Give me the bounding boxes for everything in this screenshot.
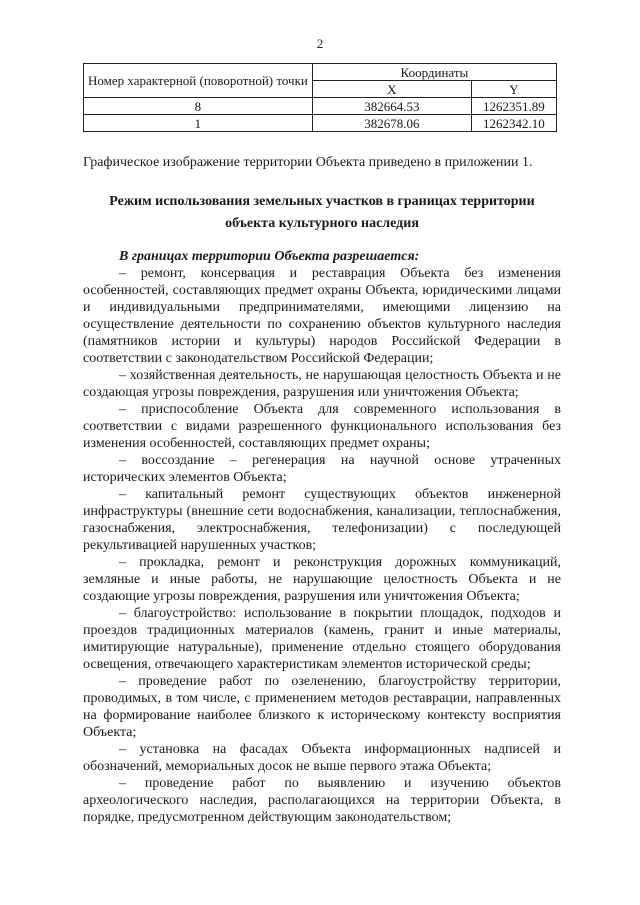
permitted-uses — [83, 248, 561, 826]
section-title: Режим использования земельных участков в границах территории объекта культурного наследия — [109, 194, 535, 231]
list-item: – проведение работ по озеленению, благоустройству территории, проводимых, в том числе, с применением методов реставрации, направленных на формирование наиболее близкого к историческому контексту восприятия Объекта; — [83, 674, 561, 740]
table-row — [84, 115, 557, 132]
list-item: – капитальный ремонт существующих объектов инженерной инфраструктуры (внешние сети водоснабжения, канализации, теплоснабжения, газоснабжения, электроснабжения, телефонизации) с последующей рекультивацией нарушенных участков; — [83, 487, 561, 553]
cell-x: 382664.53 — [312, 98, 471, 115]
page-number: 2 — [316, 36, 324, 51]
list-item: – прокладка, ремонт и реконструкция дорожных коммуникаций, земляные и иные работы, не нарушающие целостность Объекта и не создающие угрозы повреждения, разрушения или уничтожения Объекта; — [83, 555, 561, 604]
header-y: Y — [471, 81, 556, 98]
cell-point: 8 — [84, 98, 313, 115]
section-subhead: В границах территории Объекта разрешается: — [119, 249, 420, 264]
header-x: X — [312, 81, 471, 98]
list-item: – приспособление Объекта для современного использования в соответствии с видами разрешенного функционального использования без изменения особенностей, составляющих предмет охраны; — [83, 402, 561, 451]
list-item: – проведение работ по выявлению и изучению объектов археологического наследия, располагающихся на территории Объекта, в порядке, предусмотренном действующим законодательством; — [83, 776, 561, 825]
header-point-number: Номер характерной (поворотной) точки — [84, 64, 313, 98]
cell-x: 382678.06 — [312, 115, 471, 132]
cell-y: 1262351.89 — [471, 98, 556, 115]
list-item: – воссоздание – регенерация на научной основе утраченных исторических элементов Объекта; — [83, 453, 561, 485]
list-item: – благоустройство: использование в покрытии площадок, подходов и проездов традиционных материалов (камень, гранит и иные материалы, имитирующие натуральные), применение отдельно стоящего оборудования освещения, отвечающего характеристикам элементов исторической среды; — [83, 606, 561, 672]
coordinates-table — [83, 63, 557, 132]
header-coordinates: Координаты — [312, 64, 556, 81]
table-header-row — [84, 64, 557, 81]
cell-point: 1 — [84, 115, 313, 132]
list-item: – хозяйственная деятельность, не нарушающая целостность Объекта и не создающая угрозы повреждения, разрушения или уничтожения Объекта; — [83, 368, 561, 400]
table-row — [84, 98, 557, 115]
annex-reference: Графическое изображение территории Объекта приведено в приложении 1. — [83, 155, 533, 170]
list-item: – установка на фасадах Объекта информационных надписей и обозначений, мемориальных досок не выше первого этажа Объекта; — [83, 742, 561, 774]
list-item: – ремонт, консервация и реставрация Объекта без изменения особенностей, составляющих предмет охраны Объекта, юридическими лицами и индивидуальными предпринимателями, имеющими лицензию на осуществление деятельности по сохранению объектов культурного наследия (памятников истории и культуры) народов Российской Федерации в соответствии с законодательством Российской Федерации; — [83, 266, 561, 366]
cell-y: 1262342.10 — [471, 115, 556, 132]
